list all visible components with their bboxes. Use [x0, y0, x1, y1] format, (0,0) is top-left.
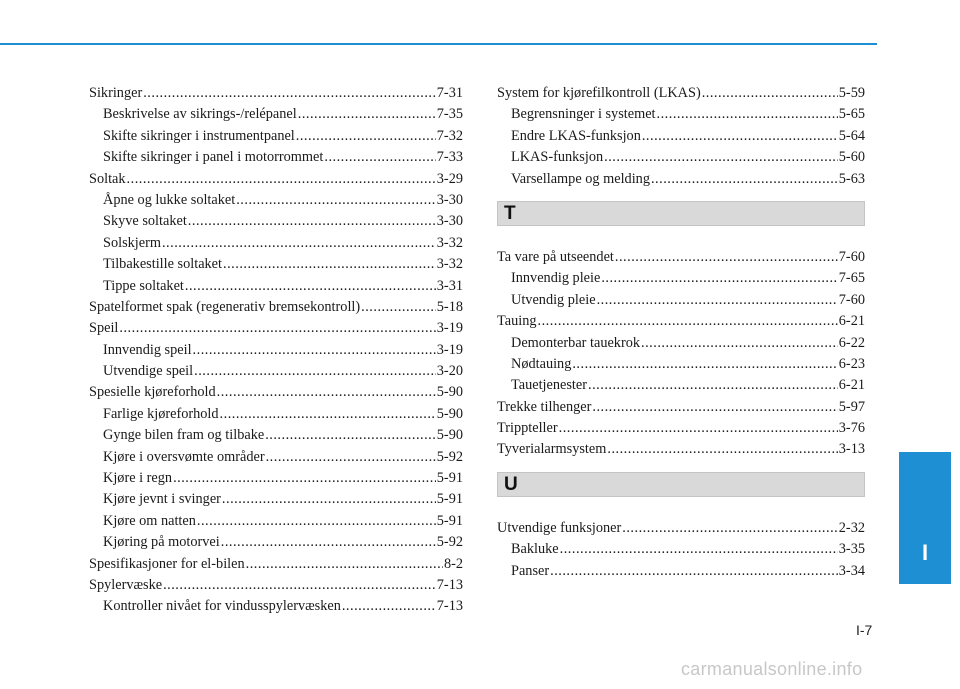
- dot-leader: [194, 361, 436, 382]
- entry-text: Spesielle kjøreforhold: [89, 384, 216, 401]
- entry-page: 7-33: [436, 149, 463, 166]
- index-subentry: [89, 254, 463, 275]
- entry-text: LKAS-funksjon: [511, 149, 604, 166]
- entry-page: 3-34: [838, 562, 865, 579]
- page-number: I-7: [856, 622, 873, 638]
- entry-text: Farlige kjøreforhold: [103, 405, 219, 422]
- entry-text: Kjøre i regn: [103, 470, 173, 487]
- entry-page: 3-32: [436, 256, 463, 273]
- entry-text: Trippteller: [497, 420, 558, 437]
- entry-page: 5-91: [436, 491, 463, 508]
- entry-text: Speil: [89, 320, 119, 337]
- entry-text: Kjøre om natten: [103, 512, 196, 529]
- section-letter-u: U: [497, 472, 865, 497]
- dot-leader: [236, 190, 436, 211]
- entry-text: Kontroller nivået for vindusspylervæsken: [103, 598, 341, 615]
- index-subentry: [89, 276, 463, 297]
- entry-text: Sikringer: [89, 85, 143, 101]
- entry-text: Varsellampe og melding: [511, 170, 650, 187]
- entry-page: 6-21: [838, 377, 865, 394]
- dot-leader: [162, 233, 436, 254]
- watermark: carmanualsonline.info: [681, 659, 863, 679]
- dot-leader: [220, 404, 436, 425]
- entry-text: Utvendige funksjoner: [497, 519, 622, 536]
- entry-text: Spesifikasjoner for el-bilen: [89, 555, 245, 572]
- dot-leader: [597, 290, 838, 311]
- entry-page: 3-30: [436, 191, 463, 208]
- entry-page: 5-18: [436, 298, 463, 315]
- entry-page: 5-91: [436, 512, 463, 529]
- entry-text: Endre LKAS-funksjon: [511, 127, 641, 144]
- entry-page: 7-13: [436, 598, 463, 615]
- entry-text: Tauing: [497, 313, 537, 330]
- dot-leader: [538, 311, 838, 332]
- entry-page: 7-65: [838, 270, 865, 287]
- index-entry: [89, 169, 463, 190]
- dot-leader: [572, 354, 837, 375]
- entry-text: Ta vare på utseendet: [497, 248, 614, 265]
- index-column-left: [89, 83, 463, 618]
- entry-text: Begrensninger i systemet: [511, 106, 656, 123]
- dot-leader: [560, 539, 838, 560]
- index-subentry: [497, 268, 865, 289]
- entry-page: 3-19: [436, 320, 463, 337]
- dot-leader: [324, 147, 435, 168]
- index-subentry: [497, 539, 865, 560]
- entry-text: Spatelformet spak (regenerativ bremsekontroll): [89, 298, 361, 315]
- section-letter-t: T: [497, 201, 865, 226]
- entry-text: Kjøre i oversvømte områder: [103, 448, 265, 465]
- index-entry: [497, 83, 865, 104]
- entry-text: Utvendig pleie: [511, 291, 596, 308]
- side-tab-letter: I: [921, 540, 929, 565]
- entry-page: 5-90: [436, 384, 463, 401]
- dot-leader: [265, 425, 436, 446]
- index-subentry: [89, 511, 463, 532]
- index-entry: [497, 418, 865, 439]
- entry-text: Demonterbar tauekrok: [511, 334, 641, 351]
- entry-page: 3-30: [436, 213, 463, 230]
- entry-text: Åpne og lukke soltaket: [103, 191, 236, 208]
- entry-page: 7-35: [436, 106, 463, 123]
- entry-text: Tauetjenester: [511, 377, 588, 394]
- entry-text: Tilbakestille soltaket: [103, 256, 223, 273]
- entry-page: 7-60: [838, 291, 865, 308]
- entry-text: Kjøre jevnt i svinger: [103, 491, 221, 508]
- dot-leader: [127, 169, 436, 190]
- index-entry: [497, 439, 865, 460]
- entry-page: 6-22: [838, 334, 865, 351]
- dot-leader: [266, 447, 436, 468]
- dot-leader: [592, 397, 837, 418]
- index-subentry: [497, 169, 865, 190]
- entry-text: Gynge bilen fram og tilbake: [103, 427, 265, 444]
- entry-page: 3-20: [436, 363, 463, 380]
- entry-page: 7-13: [436, 576, 463, 593]
- entry-page: 7-60: [838, 248, 865, 265]
- index-column-right: [497, 83, 865, 582]
- entry-text: Solskjerm: [103, 234, 161, 251]
- dot-leader: [246, 554, 443, 575]
- dot-leader: [657, 104, 838, 125]
- index-subentry: [89, 447, 463, 468]
- entry-text: Bakluke: [511, 541, 559, 558]
- entry-text: Utvendige speil: [103, 363, 194, 380]
- entry-page: 3-19: [436, 341, 463, 358]
- dot-leader: [223, 254, 436, 275]
- entry-text: Nødtauing: [511, 355, 572, 372]
- index-subentry: [89, 340, 463, 361]
- entry-page: 5-60: [838, 149, 865, 166]
- dot-leader: [615, 247, 838, 268]
- index-entry: [89, 318, 463, 339]
- entry-page: 5-91: [436, 470, 463, 487]
- dot-leader: [193, 340, 436, 361]
- index-subentry: [89, 468, 463, 489]
- index-entry: [89, 382, 463, 403]
- dot-leader: [342, 596, 436, 617]
- entry-page: 5-92: [436, 534, 463, 551]
- entry-text: Skyve soltaket: [103, 213, 187, 230]
- index-subentry: [497, 126, 865, 147]
- entry-text: Tyverialarmsystem: [497, 441, 607, 458]
- index-entry: [89, 575, 463, 596]
- dot-leader: [221, 532, 436, 553]
- dot-leader: [143, 83, 436, 104]
- index-group-t: [497, 247, 865, 461]
- dot-leader: [702, 83, 838, 104]
- dot-leader: [298, 104, 436, 125]
- entry-page: 2-32: [838, 519, 865, 536]
- index-subentry: [497, 354, 865, 375]
- entry-text: Trekke tilhenger: [497, 398, 592, 415]
- index-subentry: [497, 290, 865, 311]
- index-subentry: [497, 375, 865, 396]
- index-group-s-continued: [497, 83, 865, 190]
- entry-text: Spylervæske: [89, 576, 163, 593]
- entry-page: 3-35: [838, 541, 865, 558]
- dot-leader: [550, 561, 838, 582]
- index-subentry: [497, 333, 865, 354]
- entry-page: 5-63: [838, 170, 865, 187]
- entry-page: 5-97: [838, 398, 865, 415]
- entry-page: 6-23: [838, 355, 865, 372]
- entry-page: 3-29: [436, 170, 463, 187]
- side-tab: [899, 452, 951, 584]
- index-entry: [497, 311, 865, 332]
- index-subentry: [89, 233, 463, 254]
- entry-page: 7-32: [436, 127, 463, 144]
- entry-text: Soltak: [89, 170, 126, 187]
- dot-leader: [601, 268, 837, 289]
- index-group-u: [497, 518, 865, 582]
- dot-leader: [651, 169, 838, 190]
- entry-text: Tippe soltaket: [103, 277, 184, 294]
- entry-page: 3-31: [436, 277, 463, 294]
- dot-leader: [641, 333, 838, 354]
- dot-leader: [217, 382, 436, 403]
- index-entry: [497, 518, 865, 539]
- dot-leader: [361, 297, 436, 318]
- entry-page: 3-76: [838, 420, 865, 437]
- entry-page: 5-92: [436, 448, 463, 465]
- entry-page: 5-65: [838, 106, 865, 123]
- index-subentry: [497, 561, 865, 582]
- entry-page: 7-31: [436, 85, 463, 101]
- dot-leader: [296, 126, 436, 147]
- dot-leader: [197, 511, 436, 532]
- entry-text: System for kjørefilkontroll (LKAS): [497, 85, 701, 101]
- index-subentry: [89, 532, 463, 553]
- dot-leader: [222, 489, 436, 510]
- entry-page: 5-90: [436, 427, 463, 444]
- index-entry: [497, 247, 865, 268]
- dot-leader: [588, 375, 838, 396]
- entry-page: 5-64: [838, 127, 865, 144]
- top-rule: [0, 43, 877, 45]
- index-subentry: [89, 147, 463, 168]
- entry-page: 3-32: [436, 234, 463, 251]
- index-subentry: [497, 104, 865, 125]
- entry-page: 3-13: [838, 441, 865, 458]
- index-entry: [89, 554, 463, 575]
- entry-text: Panser: [511, 562, 550, 579]
- entry-text: Kjøring på motorvei: [103, 534, 220, 551]
- index-subentry: [497, 147, 865, 168]
- index-subentry: [89, 596, 463, 617]
- entry-text: Innvendig pleie: [511, 270, 601, 287]
- dot-leader: [642, 126, 838, 147]
- entry-page: 8-2: [443, 555, 463, 572]
- entry-page: 5-90: [436, 405, 463, 422]
- index-subentry: [89, 211, 463, 232]
- dot-leader: [607, 439, 837, 460]
- index-entry: [497, 397, 865, 418]
- dot-leader: [185, 276, 436, 297]
- index-subentry: [89, 190, 463, 211]
- dot-leader: [559, 418, 838, 439]
- dot-leader: [173, 468, 436, 489]
- entry-page: 6-21: [838, 313, 865, 330]
- entry-text: Beskrivelse av sikrings-/relépanel: [103, 106, 297, 123]
- index-subentry: [89, 361, 463, 382]
- index-subentry: [89, 425, 463, 446]
- entry-page: 5-59: [838, 85, 865, 101]
- dot-leader: [119, 318, 435, 339]
- entry-text: Innvendig speil: [103, 341, 192, 358]
- index-entry: [89, 83, 463, 104]
- entry-text: Skifte sikringer i instrumentpanel: [103, 127, 295, 144]
- dot-leader: [188, 211, 436, 232]
- dot-leader: [604, 147, 838, 168]
- entry-text: Skifte sikringer i panel i motorrommet: [103, 149, 324, 166]
- index-subentry: [89, 404, 463, 425]
- index-subentry: [89, 126, 463, 147]
- index-subentry: [89, 104, 463, 125]
- dot-leader: [622, 518, 838, 539]
- index-subentry: [89, 489, 463, 510]
- dot-leader: [163, 575, 436, 596]
- index-entry: [89, 297, 463, 318]
